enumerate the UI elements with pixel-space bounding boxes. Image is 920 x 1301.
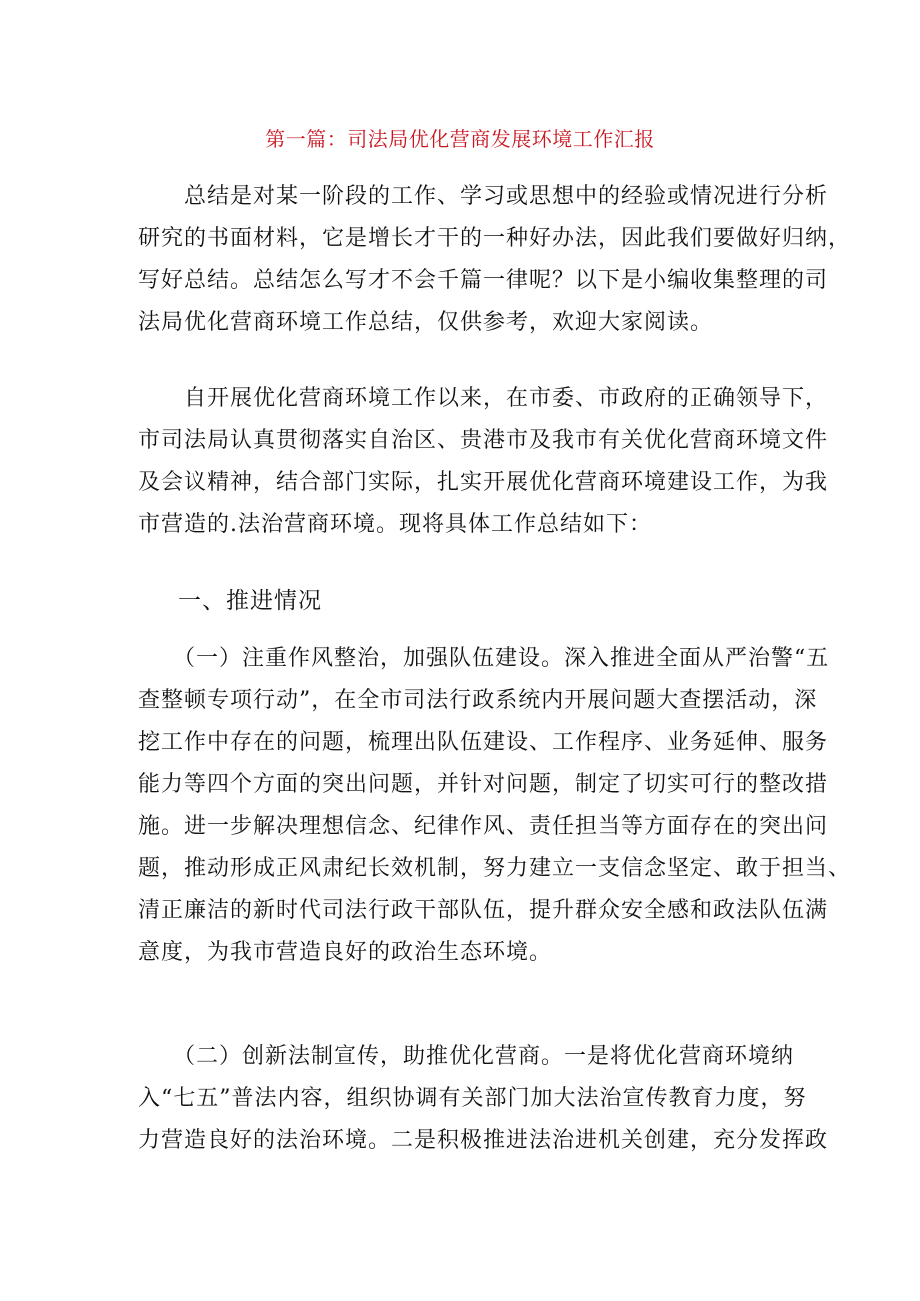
paragraph-line: 清正廉洁的新时代司法行政干部队伍，提升群众安全感和政法队伍满	[138, 898, 829, 923]
paragraph-line: （一）注重作风整治，加强队伍建设。深入推进全面从严治警“五	[138, 646, 830, 671]
paragraph-section-one	[138, 638, 852, 974]
paragraph-section-two	[138, 1036, 829, 1162]
paragraph-line: 施。进一步解决理想信念、纪律作风、责任担当等方面存在的突出问	[138, 814, 829, 839]
paragraph-line: 能力等四个方面的突出问题，并针对问题，制定了切实可行的整改措	[138, 772, 829, 797]
paragraph-line: 及会议精神，结合部门实际，扎实开展优化营商环境建设工作，为我	[138, 470, 829, 495]
paragraph-line: 题，推动形成正风肃纪长效机制，努力建立一支信念坚定、敢于担当、	[138, 856, 852, 881]
paragraph-line: 入“七五”普法内容，组织协调有关部门加大法治宣传教育力度，努	[138, 1086, 807, 1111]
paragraph-line: 法局优化营商环境工作总结，仅供参考，欢迎大家阅读。	[138, 310, 714, 335]
paragraph-intro	[138, 176, 852, 344]
paragraph-overview	[138, 378, 829, 546]
paragraph-line: 自开展优化营商环境工作以来，在市委、市政府的正确领导下，	[138, 386, 829, 411]
paragraph-line: 研究的书面材料，它是增长才干的一种好办法，因此我们要做好归纳，	[138, 226, 852, 251]
paragraph-line: 市营造的.法治营商环境。现将具体工作总结如下：	[138, 512, 652, 537]
paragraph-line: 力营造良好的法治环境。二是积极推进法治进机关创建，充分发挥政	[138, 1128, 829, 1153]
paragraph-line: 意度，为我市营造良好的政治生态环境。	[138, 940, 553, 965]
section-heading: 一、推进情况	[178, 588, 322, 614]
paragraph-line: （二）创新法制宣传，助推优化营商。一是将优化营商环境纳	[138, 1044, 795, 1069]
paragraph-line: 写好总结。总结怎么写才不会千篇一律呢？以下是小编收集整理的司	[138, 268, 829, 293]
paragraph-line: 总结是对某一阶段的工作、学习或思想中的经验或情况进行分析	[138, 184, 829, 209]
paragraph-line: 查整顿专项行动”，在全市司法行政系统内开展问题大查摆活动，深	[138, 688, 818, 713]
document-title: 第一篇：司法局优化营商发展环境工作汇报	[265, 127, 655, 151]
paragraph-line: 挖工作中存在的问题，梳理出队伍建设、工作程序、业务延伸、服务	[138, 730, 829, 755]
paragraph-line: 市司法局认真贯彻落实自治区、贵港市及我市有关优化营商环境文件	[138, 428, 829, 453]
